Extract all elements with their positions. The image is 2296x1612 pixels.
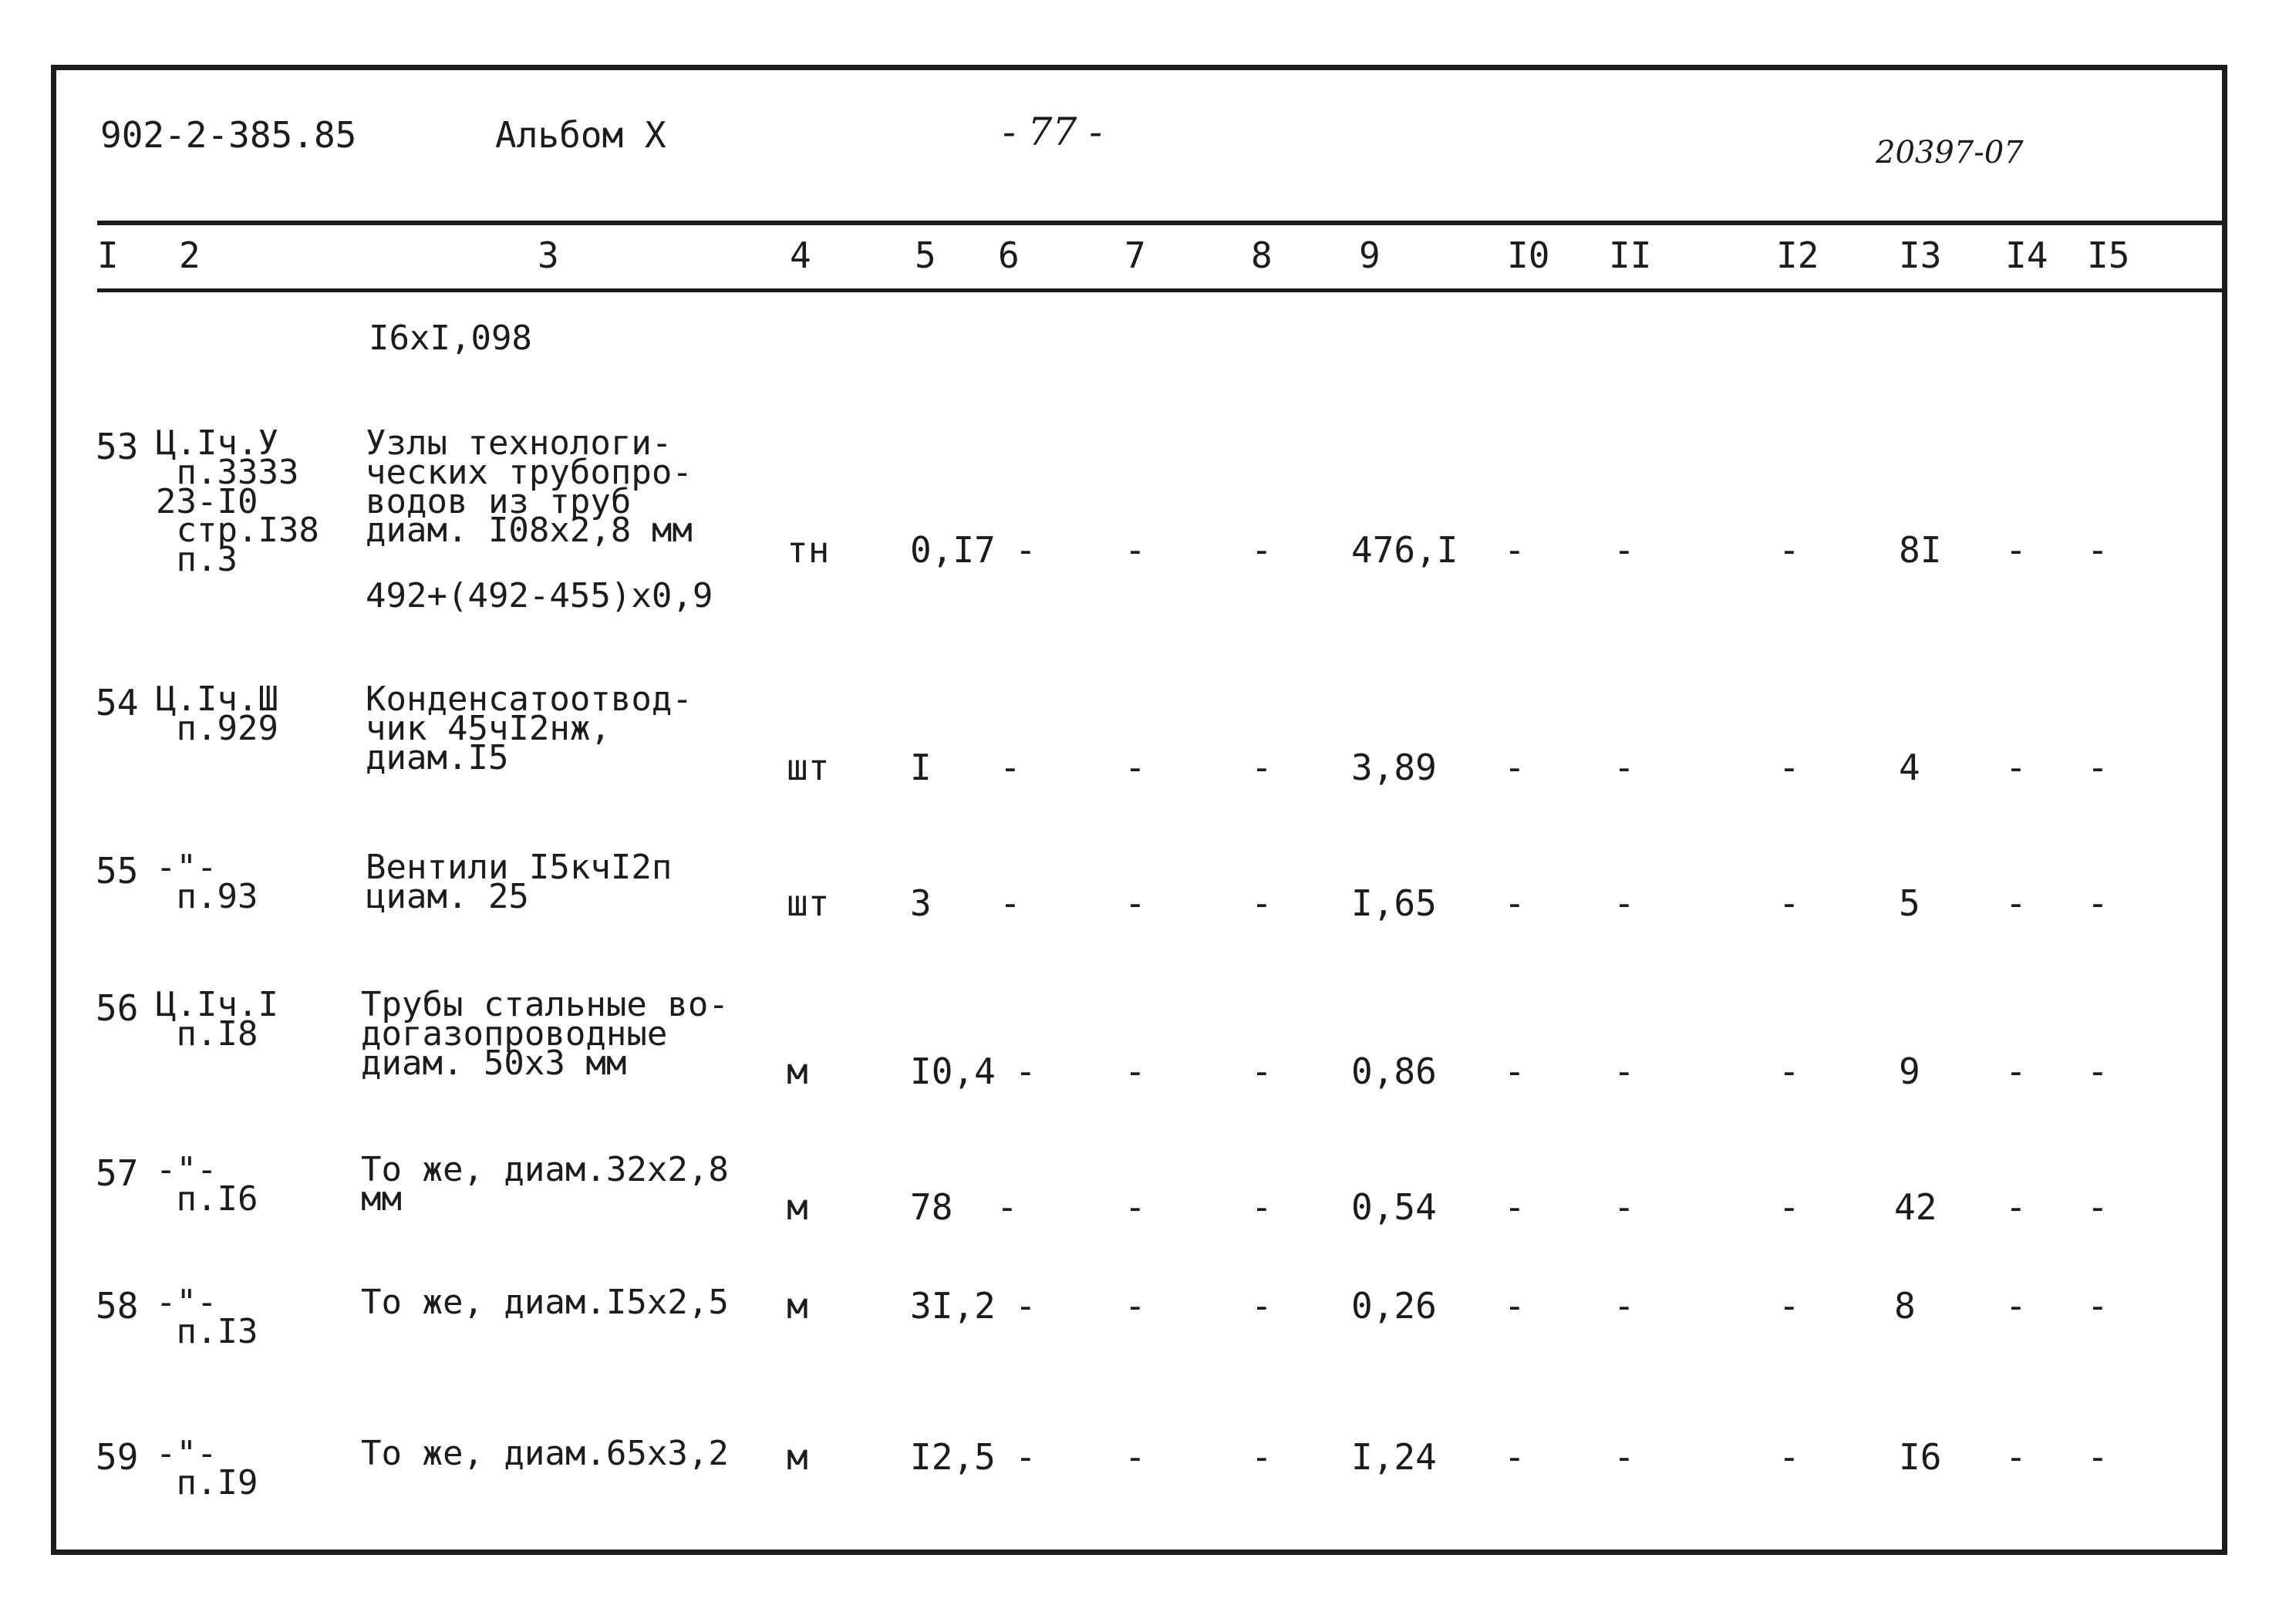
col11-value: - <box>1613 882 1635 924</box>
col8-value: - <box>1251 1436 1273 1478</box>
row-number: 54 <box>96 682 139 723</box>
col9-value: 0,54 <box>1351 1186 1437 1228</box>
continuation-text: I6xI,098 <box>369 319 532 358</box>
row-number: 53 <box>96 426 139 467</box>
col13-value: 4 <box>1899 747 1920 788</box>
col14-value: - <box>2005 882 2027 924</box>
col7-value: - <box>1124 529 1146 571</box>
page-number: - 77 - <box>1003 110 1103 154</box>
col13-value: I6 <box>1899 1436 1942 1478</box>
col-header-5: 5 <box>915 234 936 276</box>
col15-value: - <box>2087 529 2109 571</box>
col12-value: - <box>1778 1436 1800 1478</box>
col5-value: I <box>910 747 932 788</box>
norm-reference: -"- п.I9 <box>156 1434 258 1502</box>
norm-reference: Ц.Iч.Ш п.929 <box>156 680 278 748</box>
col-header-14: I4 <box>2005 234 2048 276</box>
col-header-12: I2 <box>1776 234 1819 276</box>
col5-value: 3I,2 <box>910 1285 996 1327</box>
col15-value: - <box>2087 1050 2109 1092</box>
col-header-9: 9 <box>1359 234 1381 276</box>
col6-value: - <box>1015 1436 1037 1478</box>
col12-value: - <box>1778 882 1800 924</box>
col12-value: - <box>1778 747 1800 788</box>
row-number: 58 <box>96 1285 139 1327</box>
col7-value: - <box>1124 747 1146 788</box>
col8-value: - <box>1251 882 1273 924</box>
unit: шт <box>787 882 830 924</box>
col10-value: - <box>1504 1186 1526 1228</box>
col14-value: - <box>2005 1285 2027 1327</box>
header-top-rule <box>97 221 2227 225</box>
col15-value: - <box>2087 1186 2109 1228</box>
col13-value: 5 <box>1899 882 1920 924</box>
col11-value: - <box>1613 1436 1635 1478</box>
col6-value: - <box>996 1186 1018 1228</box>
col-header-8: 8 <box>1251 234 1273 276</box>
col10-value: - <box>1504 1050 1526 1092</box>
col15-value: - <box>2087 1285 2109 1327</box>
unit: м <box>787 1285 808 1327</box>
unit: м <box>787 1050 808 1092</box>
col9-value: I,65 <box>1351 882 1437 924</box>
item-formula: 492+(492-455)x0,9 <box>366 576 713 615</box>
col-header-11: II <box>1609 234 1652 276</box>
col6-value: - <box>1015 529 1037 571</box>
col12-value: - <box>1778 1285 1800 1327</box>
col10-value: - <box>1504 529 1526 571</box>
col8-value: - <box>1251 747 1273 788</box>
item-name: Вентили I5кчI2п циам. 25 <box>366 848 673 916</box>
item-name: Узлы технологи- ческих трубопро- водов из труб диам. I08x2,8 мм <box>366 423 693 551</box>
item-name: То же, диам.65x3,2 <box>361 1434 729 1473</box>
col15-value: - <box>2087 882 2109 924</box>
col10-value: - <box>1504 882 1526 924</box>
col11-value: - <box>1613 1050 1635 1092</box>
col10-value: - <box>1504 747 1526 788</box>
col7-value: - <box>1124 1436 1146 1478</box>
col6-value: - <box>1000 747 1021 788</box>
col6-value: - <box>1015 1050 1037 1092</box>
col-header-10: I0 <box>1507 234 1550 276</box>
col14-value: - <box>2005 1186 2027 1228</box>
row-number: 57 <box>96 1152 139 1194</box>
col10-value: - <box>1504 1436 1526 1478</box>
col-header-2: 2 <box>179 234 201 276</box>
row-number: 59 <box>96 1436 139 1478</box>
header-bottom-rule <box>97 288 2227 292</box>
norm-reference: -"- п.93 <box>156 848 258 916</box>
col11-value: - <box>1613 1285 1635 1327</box>
row-number: 56 <box>96 987 139 1029</box>
unit: м <box>787 1186 808 1228</box>
col12-value: - <box>1778 1050 1800 1092</box>
col13-value: 8 <box>1894 1285 1916 1327</box>
doc-code: 902-2-385.85 <box>100 114 357 156</box>
col8-value: - <box>1251 1285 1273 1327</box>
col14-value: - <box>2005 1436 2027 1478</box>
col13-value: 8I <box>1899 529 1942 571</box>
col7-value: - <box>1124 882 1146 924</box>
col-header-1: I <box>97 234 119 276</box>
col13-value: 42 <box>1894 1186 1937 1228</box>
norm-reference: Ц.Iч.У п.3333 23-I0 стр.I38 п.3 <box>156 423 319 580</box>
col8-value: - <box>1251 1186 1273 1228</box>
col10-value: - <box>1504 1285 1526 1327</box>
col9-value: 0,26 <box>1351 1285 1437 1327</box>
col9-value: I,24 <box>1351 1436 1437 1478</box>
col-header-15: I5 <box>2087 234 2130 276</box>
col12-value: - <box>1778 529 1800 571</box>
col9-value: 0,86 <box>1351 1050 1437 1092</box>
col-header-13: I3 <box>1899 234 1942 276</box>
archive-number: 20397-07 <box>1876 135 2024 170</box>
col-header-6: 6 <box>998 234 1020 276</box>
col6-value: - <box>1000 882 1021 924</box>
col14-value: - <box>2005 747 2027 788</box>
col-header-4: 4 <box>790 234 811 276</box>
col11-value: - <box>1613 529 1635 571</box>
norm-reference: -"- п.I3 <box>156 1283 258 1351</box>
col14-value: - <box>2005 1050 2027 1092</box>
norm-reference: -"- п.I6 <box>156 1150 258 1219</box>
col13-value: 9 <box>1899 1050 1920 1092</box>
col9-value: 3,89 <box>1351 747 1437 788</box>
col9-value: 476,I <box>1351 529 1458 571</box>
col-header-3: 3 <box>538 234 559 276</box>
unit: м <box>787 1436 808 1478</box>
col7-value: - <box>1124 1186 1146 1228</box>
col11-value: - <box>1613 1186 1635 1228</box>
norm-reference: Ц.Iч.I п.I8 <box>156 985 278 1054</box>
item-name: Конденсатоотвод- чик 45чI2нж, диам.I5 <box>366 680 693 777</box>
unit: тн <box>787 529 830 571</box>
col15-value: - <box>2087 747 2109 788</box>
col7-value: - <box>1124 1050 1146 1092</box>
col5-value: 0,I7 <box>910 529 996 571</box>
col11-value: - <box>1613 747 1635 788</box>
item-name: То же, диам.32x2,8 мм <box>361 1150 729 1219</box>
album-label: Альбом X <box>495 114 666 156</box>
col5-value: 3 <box>910 882 932 924</box>
col12-value: - <box>1778 1186 1800 1228</box>
item-name: То же, диам.I5x2,5 <box>361 1283 729 1322</box>
col14-value: - <box>2005 529 2027 571</box>
col7-value: - <box>1124 1285 1146 1327</box>
item-name: Трубы стальные во- догазопроводные диам. 50x3 мм <box>361 985 729 1083</box>
col6-value: - <box>1015 1285 1037 1327</box>
col15-value: - <box>2087 1436 2109 1478</box>
row-number: 55 <box>96 850 139 892</box>
col5-value: I0,4 <box>910 1050 996 1092</box>
col8-value: - <box>1251 529 1273 571</box>
col-header-7: 7 <box>1124 234 1146 276</box>
col8-value: - <box>1251 1050 1273 1092</box>
col5-value: 78 <box>910 1186 953 1228</box>
col5-value: I2,5 <box>910 1436 996 1478</box>
unit: шт <box>787 747 830 788</box>
